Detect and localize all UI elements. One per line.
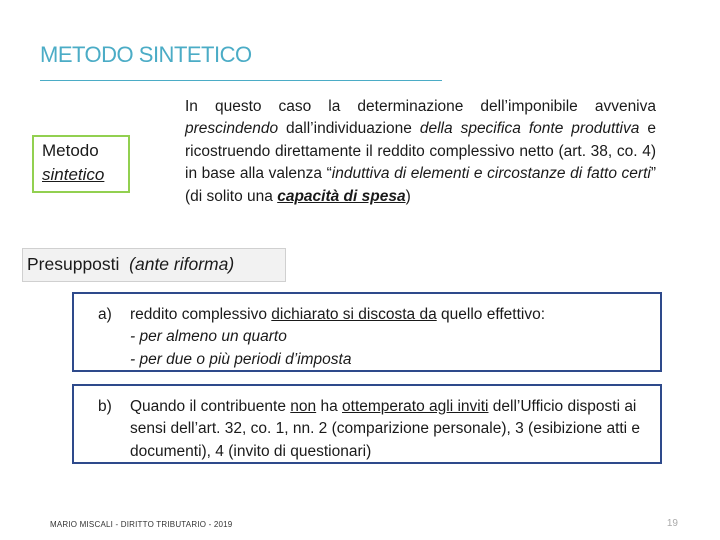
intro-paragraph — [185, 96, 656, 208]
method-label-line2: sintetico — [42, 165, 105, 184]
slide-title: METODO SINTETICO — [40, 42, 252, 67]
intro-text: dall’individuazione — [278, 120, 420, 138]
emphasis-text: ottemperato agli inviti — [342, 398, 489, 415]
condition-text: reddito complessivo dichiarato si discosta da quello effettivo: - per almeno un quarto - per due o più periodi d’imposta — [130, 306, 546, 368]
emphasis-text: dichiarato si discosta da — [271, 306, 437, 323]
condition-box-a — [72, 292, 662, 372]
intro-text: In questo caso la determinazione dell’imponibile avveniva — [185, 98, 656, 115]
condition-text: Quando il contribuente non ha ottemperato agli inviti dell’Ufficio disposti ai sensi dell’art. 32, co. 1, nn. 2 (comparizione personale), 3 (esibizione atti e documenti), 4 (invito di questionari) — [130, 398, 641, 460]
condition-subitem: - per due o più periodi d’imposta — [130, 350, 352, 368]
condition-letter: a) — [98, 306, 112, 323]
condition-box-b — [72, 384, 662, 464]
method-label-line1: Metodo — [42, 141, 99, 160]
presupposti-note: (ante riforma) — [129, 254, 235, 274]
intro-bold-capacita: capacità di spesa — [277, 187, 406, 205]
intro-text: ” (di solito una — [185, 165, 656, 205]
intro-text: e ricostruendo direttamente il reddito complessivo netto (art. 38, co. 4) in base alla valenza “ — [185, 120, 656, 183]
presupposti-heading: Presupposti (ante riforma) — [27, 254, 235, 274]
intro-italic-fonte: della specifica fonte produttiva — [419, 120, 640, 138]
intro-italic-prescindendo: prescindendo — [185, 120, 279, 138]
intro-italic-elementi: induttiva di elementi e circostanze di fatto certi — [331, 165, 651, 183]
method-label-box — [32, 135, 130, 193]
slide-footer: MARIO MISCALI - DIRITTO TRIBUTARIO - 2019 — [50, 520, 233, 529]
presupposti-box — [22, 248, 286, 282]
page-number: 19 — [666, 518, 678, 529]
title-underline — [40, 80, 442, 81]
intro-text: ) — [405, 187, 411, 205]
condition-subitem: - per almeno un quarto — [130, 328, 287, 346]
emphasis-text: non — [290, 398, 317, 415]
condition-letter: b) — [98, 398, 112, 415]
